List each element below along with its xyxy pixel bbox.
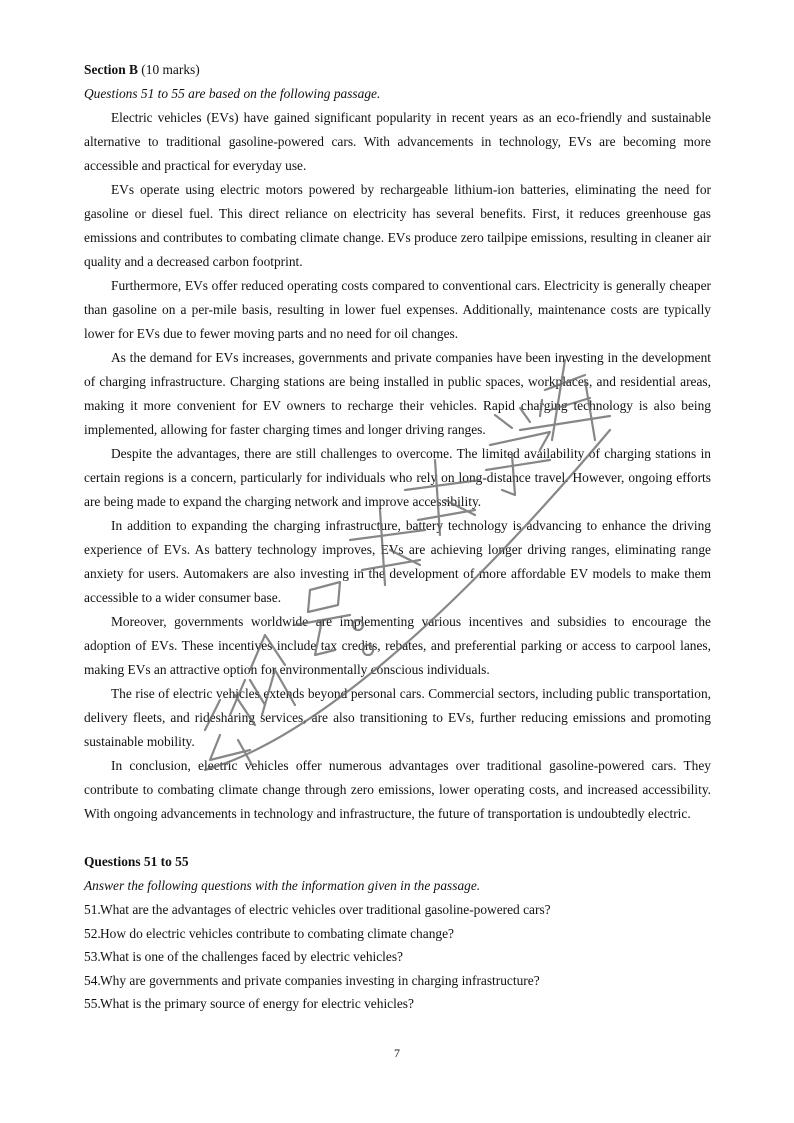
question-text: Why are governments and private companies investing in charging infrastructure? bbox=[100, 972, 540, 988]
question-number: 53. bbox=[84, 949, 101, 965]
question-number: 52. bbox=[84, 925, 101, 941]
passage-paragraph: As the demand for EVs increases, governments and private companies have been investing in the development of charging infrastructure. Charging stations are being installed in public spaces, workplaces, and residential areas, making it more convenient for EV owners to recharge their vehicles. Rapid charging technology is also being implemented, allowing for faster charging times and longer driving ranges. bbox=[84, 350, 711, 437]
section-title: Section B bbox=[84, 62, 138, 77]
passage-paragraph: In addition to expanding the charging infrastructure, battery technology is advancing to enhance the driving experience of EVs. As battery technology improves, EVs are achieving longer driving ranges, eliminating range anxiety for users. Automakers are also investing in the development of more affordable EV models to make them accessible to a wider consumer base. bbox=[84, 518, 711, 605]
section-marks: (10 marks) bbox=[141, 62, 200, 77]
questions-instruction: Answer the following questions with the information given in the passage. bbox=[84, 878, 481, 893]
passage-paragraph: In conclusion, electric vehicles offer numerous advantages over traditional gasoline-powered cars. They contribute to combating climate change through zero emissions, lower operating costs, and increased accessibility. With ongoing advancements in technology and infrastructure, the future of transportation is undoubtedly electric. bbox=[84, 758, 711, 821]
question-list bbox=[84, 898, 711, 1016]
passage-paragraph: The rise of electric vehicles extends beyond personal cars. Commercial sectors, including public transportation, delivery fleets, and ridesharing services, are also transitioning to EVs, further reducing emissions and promoting sustainable mobility. bbox=[84, 686, 711, 749]
question-text: What is one of the challenges faced by electric vehicles? bbox=[100, 949, 404, 965]
passage-paragraph: Moreover, governments worldwide are implementing various incentives and subsidies to encourage the adoption of EVs. These incentives include tax credits, rebates, and preferential parking or access to carpool lanes, making EVs an attractive option for environmentally conscious individuals. bbox=[84, 614, 711, 677]
passage-paragraph: EVs operate using electric motors powered by rechargeable lithium-ion batteries, eliminating the need for gasoline or diesel fuel. This direct reliance on electricity has several benefits. First, it reduces greenhouse gas emissions and contributes to combating climate change. EVs produce zero tailpipe emissions, resulting in cleaner air quality and a decreased carbon footprint. bbox=[84, 182, 711, 269]
question-text: What are the advantages of electric vehicles over traditional gasoline-powered cars? bbox=[100, 902, 551, 917]
question-item bbox=[84, 945, 711, 969]
section-heading bbox=[84, 58, 711, 82]
passage bbox=[84, 106, 711, 826]
questions-heading: Questions 51 to 55 bbox=[84, 854, 189, 869]
question-number: 51. bbox=[84, 902, 101, 917]
passage-paragraph: Electric vehicles (EVs) have gained significant popularity in recent years as an eco-friendly and sustainable alternative to traditional gasoline-powered cars. With advancements in technology, EVs are becoming more accessible and practical for everyday use. bbox=[84, 110, 711, 173]
page-number: 7 bbox=[394, 1046, 400, 1060]
passage-paragraph: Furthermore, EVs offer reduced operating costs compared to conventional cars. Electricity is generally cheaper than gasoline on a per-mile basis, resulting in lower fuel expenses. Additionally, maintenance costs are typically lower for EVs due to fewer moving parts and no need for oil changes. bbox=[84, 278, 711, 341]
question-number: 55. bbox=[84, 996, 101, 1012]
passage-paragraph: Despite the advantages, there are still challenges to overcome. The limited availability of charging stations in certain regions is a concern, particularly for individuals who rely on long-distance travel. However, ongoing efforts are being made to expand the charging network and improve accessibility. bbox=[84, 446, 711, 509]
question-item bbox=[84, 969, 711, 993]
question-text: What is the primary source of energy for electric vehicles? bbox=[100, 996, 414, 1012]
question-item bbox=[84, 992, 711, 1016]
document-page bbox=[84, 58, 711, 1016]
question-item bbox=[84, 922, 711, 946]
question-text: How do electric vehicles contribute to combating climate change? bbox=[100, 925, 454, 941]
questions-block bbox=[84, 850, 711, 1016]
question-number: 54. bbox=[84, 972, 101, 988]
question-item bbox=[84, 898, 711, 922]
passage-instruction: Questions 51 to 55 are based on the following passage. bbox=[84, 86, 381, 101]
